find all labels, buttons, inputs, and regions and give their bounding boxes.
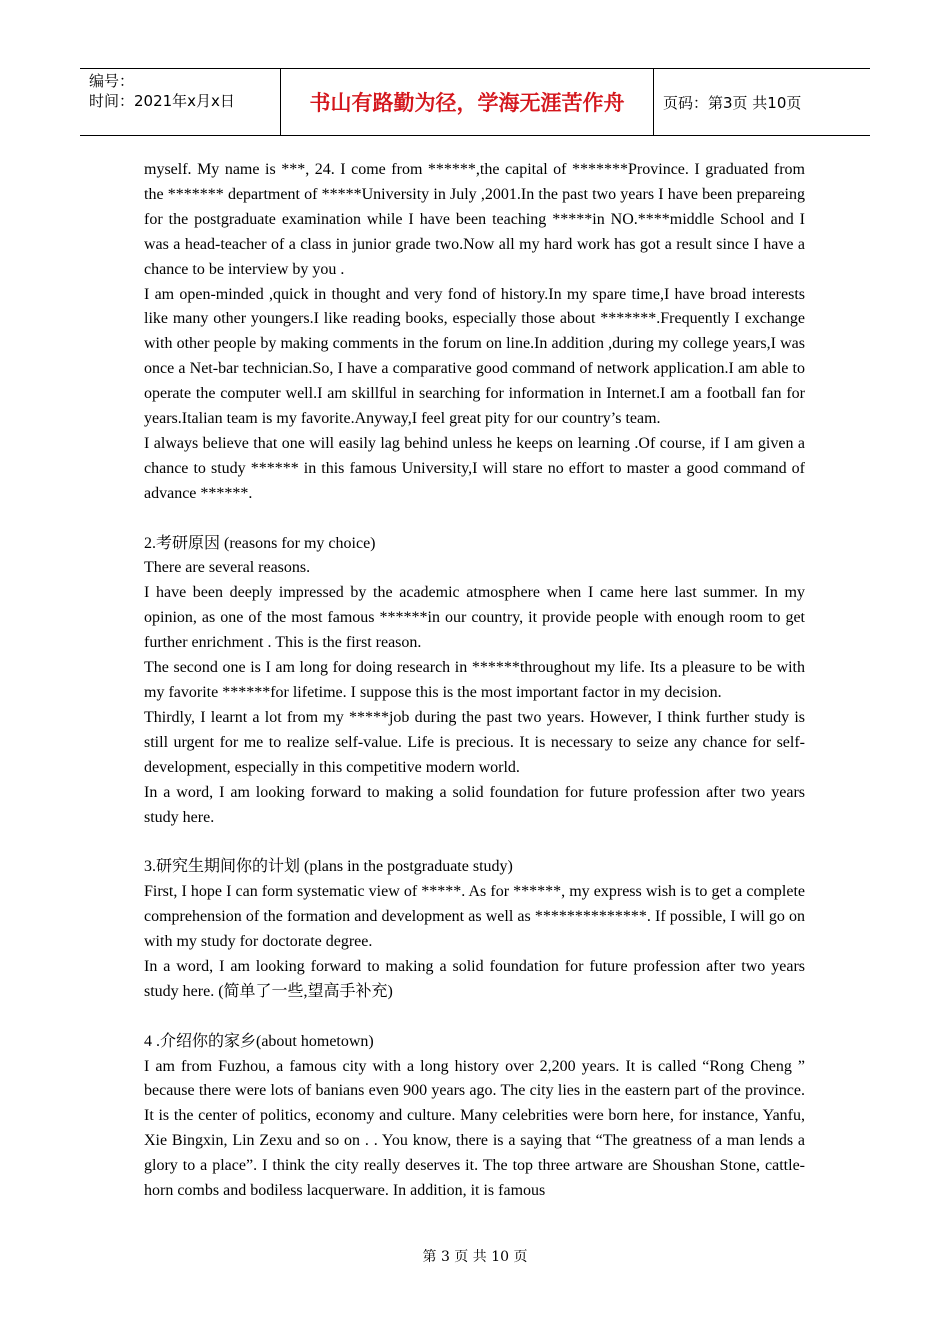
document-date-label: 时间：2021年x月x日 [89,92,235,110]
paragraph: I always believe that one will easily lag behind unless he keeps on learning .Of course, if I am given a chance to study ****** in this famous University,I will stare no effort to master a good command of advance ******. [144,434,805,502]
section-heading: 2.考研原因 (reasons for my choice) [144,534,376,552]
header-page-info: 页码：第3页 共10页 [663,93,802,112]
header-meta [80,69,281,135]
page-footer: 第 3 页 共 10 页 [422,1249,528,1265]
paragraph: I am open-minded ,quick in thought and very fond of history.In my spare time,I have broad interests like many other youngers.I like reading books, especially those about *******.Frequently I exchange with other people by making comments in the forum on line.In addition ,during my college years,I was once a Net-bar technician.So, I have a comparative good command of network application.I am able to operate the computer well.I am skillful in searching for information in Internet.I am a football fan for years.Italian team is my favorite.Anyway,I feel great pity for our country’s team. [144,285,805,428]
page-header [80,68,870,136]
paragraph: Thirdly, I learnt a lot from my *****job during the past two years. However, I think further study is still urgent for me to realize self-value. Life is precious. It is necessary to seize any chance for self-development, especially in this competitive modern world. [144,708,805,776]
paragraph: I have been deeply impressed by the academic atmosphere when I came here last summer. In my opinion, as one of the most famous ******in our country, it provide people with enough room to get further enrichment . This is the first reason. [144,584,805,652]
paragraph: There are several reasons. [144,559,311,577]
paragraph: In a word, I am looking forward to making a solid foundation for future profession after two years study here. (简单了一些,望高手补充) [144,957,805,1000]
paragraph: I am from Fuzhou, a famous city with a long history over 2,200 years. It is called “Rong Cheng ” because there were lots of banians even 900 years ago. The city lies in the eastern part of the province. It is the center of politics, economy and culture. Many celebrities were born here, for instance, Yanfu, Xie Bingxin, Lin Zexu and so on . . You know, there is a saying that “The greatness of a man lends a glory to a place”. I think the city really deserves it. The top three artware are Shoushan Stone, cattle-horn combs and bodiless lacquerware. In addition, it is famous [144,1057,805,1200]
paragraph-spacer [144,830,805,855]
paragraph: First, I hope I can form systematic view of *****. As for ******, my express wish is to get a complete comprehension of the formation and development as well as **************. If possible, I will go on with my study for doctorate degree. [144,883,805,951]
document-body [144,158,805,1204]
paragraph: The second one is I am long for doing research in ******throughout my life. Its a pleasure to be with my favorite ******for lifetime. I suppose this is the most important factor in my decision. [144,659,805,702]
paragraph-spacer [144,507,805,532]
header-motto: 书山有路勤为径，学海无涯苦作舟 [281,69,654,135]
paragraph-spacer [144,1005,805,1030]
section-heading: 4 .介绍你的家乡(about hometown) [144,1032,374,1050]
paragraph: In a word, I am looking forward to making a solid foundation for future profession after two years study here. [144,783,805,826]
document-number-label: 编号： [89,72,135,90]
paragraph: myself. My name is ***, 24. I come from ******,the capital of *******Province. I graduated from the ******* department of *****University in July ,2001.In the past two years I have been prepareing for the postgraduate examination while I have been teaching *****in NO.****middle School and I was a head-teacher of a class in junior grade two.Now all my hard work has got a result since I have a chance to be interview by you . [144,161,805,278]
section-heading: 3.研究生期间你的计划 (plans in the postgraduate study) [144,858,513,876]
